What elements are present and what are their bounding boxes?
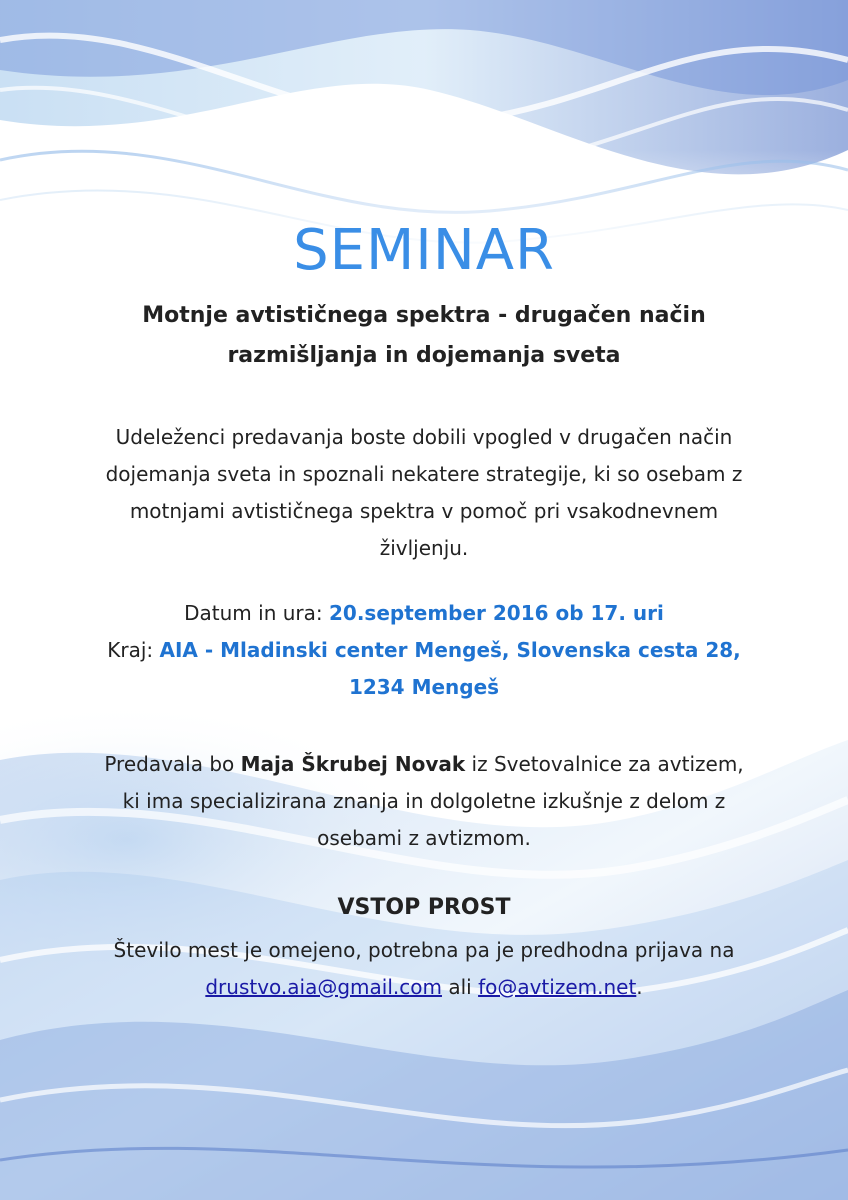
- intro-line: dojemanja sveta in spoznali nekatere strategije, ki so osebam z: [105, 462, 743, 486]
- subtitle-line: razmišljanja in dojemanja sveta: [227, 343, 621, 368]
- place-value-continued: 1234 Mengeš: [348, 675, 500, 699]
- registration-line: Število mest je omejeno, potrebna pa je predhodna prijava na: [113, 938, 735, 962]
- email-connector: ali: [448, 975, 472, 999]
- place-row: [70, 632, 778, 669]
- place-row-continued: [70, 669, 778, 706]
- registration-paragraph: [70, 932, 778, 1006]
- date-label: Datum in ura:: [184, 601, 323, 625]
- page-title: SEMINAR: [293, 218, 555, 283]
- event-details: [70, 595, 778, 706]
- speaker-paragraph: [70, 746, 778, 857]
- intro-line: življenju.: [379, 536, 469, 560]
- speaker-suffix: iz Svetovalnice za avtizem,: [471, 752, 744, 776]
- sentence-end: .: [636, 975, 643, 999]
- entry-heading: VSTOP PROST: [337, 895, 511, 920]
- place-label: Kraj:: [107, 638, 154, 662]
- speaker-line: osebami z avtizmom.: [317, 826, 531, 850]
- speaker-name: Maja Škrubej Novak: [240, 752, 466, 776]
- place-value: AIA - Mladinski center Mengeš, Slovenska cesta 28,: [159, 638, 741, 662]
- intro-paragraph: [70, 419, 778, 567]
- seminar-subtitle: [80, 296, 768, 376]
- registration-contacts: [70, 969, 778, 1006]
- speaker-line: ki ima specializirana znanja in dolgoletne izkušnje z delom z: [122, 789, 726, 813]
- speaker-prefix: Predavala bo: [104, 752, 235, 776]
- date-row: [70, 595, 778, 632]
- intro-line: motnjami avtističnega spektra v pomoč pri vsakodnevnem: [129, 499, 719, 523]
- speaker-line: [70, 746, 778, 783]
- date-value: 20.september 2016 ob 17. uri: [328, 601, 664, 625]
- subtitle-line: Motnje avtističnega spektra - drugačen način: [142, 303, 706, 328]
- email-link-drustvo[interactable]: drustvo.aia@gmail.com: [205, 975, 442, 999]
- email-link-avtizem[interactable]: fo@avtizem.net: [478, 975, 637, 999]
- intro-line: Udeleženci predavanja boste dobili vpogled v drugačen način: [115, 425, 733, 449]
